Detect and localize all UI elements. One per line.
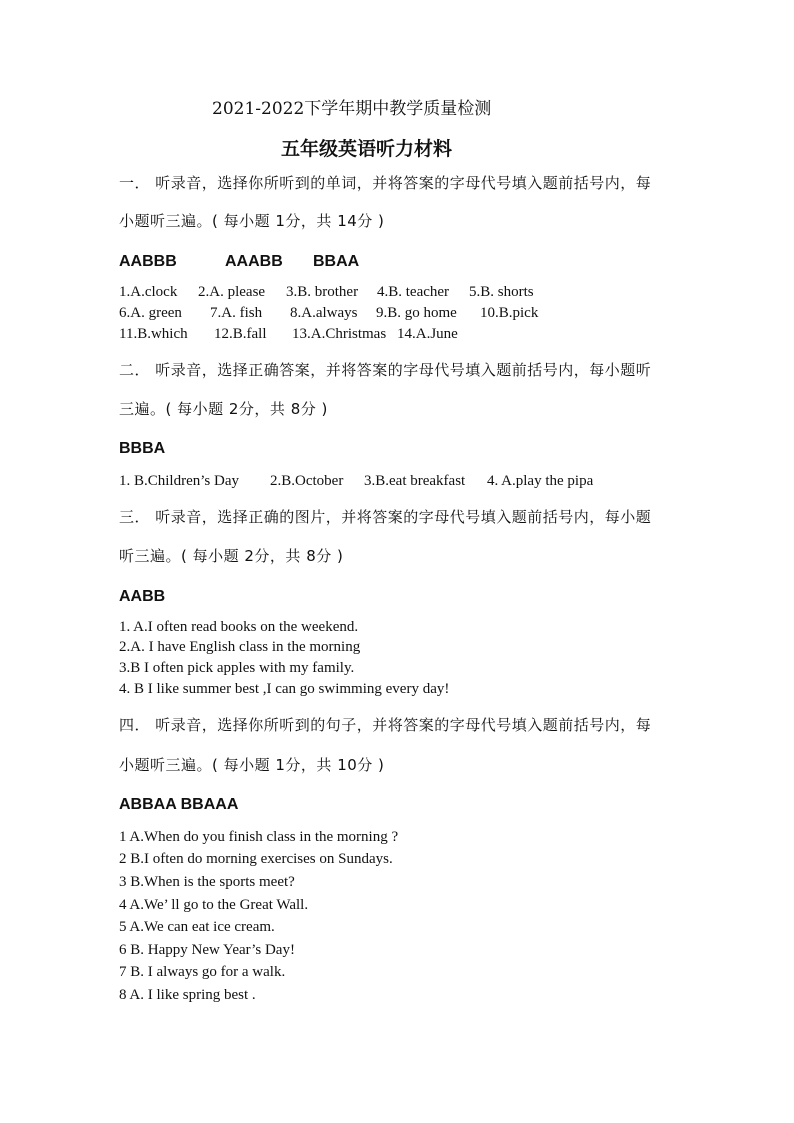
section1-item: 12.B.fall: [214, 326, 267, 342]
section1-item: 13.A.Christmas: [292, 326, 387, 342]
section1-instruction-line1: 一． 听录音，选择你所听到的单词，并将答案的字母代号填入题前括号内，每: [119, 174, 652, 192]
section4-instruction-line2: 小题听三遍。( 每小题 1分，共 10分 ): [119, 756, 385, 774]
page-subtitle: 五年级英语听力材料: [281, 138, 453, 160]
section4-line: 8 A. I like spring best .: [119, 987, 256, 1003]
section3-line: 2.A. I have English class in the morning: [119, 639, 361, 655]
section1-item: 4.B. teacher: [377, 284, 450, 300]
section3-line: 4. B I like summer best ,I can go swimming every day!: [119, 681, 450, 697]
section4-line: 6 B. Happy New Year’s Day!: [119, 942, 295, 958]
section1-item: 3.B. brother: [286, 284, 359, 300]
section4-answer: ABBAA BBAAA: [119, 796, 239, 813]
section3-line: 1. A.I often read books on the weekend.: [119, 619, 359, 635]
section2-instruction-line1: 二． 听录音，选择正确答案，并将答案的字母代号填入题前括号内，每小题听: [119, 361, 652, 379]
section1-item: 8.A.always: [290, 305, 358, 321]
section1-item: 5.B. shorts: [469, 284, 534, 300]
section2-item: 3.B.eat breakfast: [364, 473, 466, 489]
section3-answer: AABB: [119, 588, 166, 605]
section2-item: 4. A.play the pipa: [487, 473, 594, 489]
section1-item: 1.A.clock: [119, 284, 178, 300]
section1-item: 2.A. please: [198, 284, 266, 300]
section3-instruction-line1: 三． 听录音，选择正确的图片，并将答案的字母代号填入题前括号内，每小题: [119, 508, 652, 526]
section2-item: 2.B.October: [270, 473, 344, 489]
section3-line: 3.B I often pick apples with my family.: [119, 660, 355, 676]
section1-item: 9.B. go home: [376, 305, 457, 321]
section4-line: 4 A.We’ ll go to the Great Wall.: [119, 897, 309, 913]
section1-answer-group-1: AABBB: [119, 253, 177, 270]
section2-answer: BBBA: [119, 440, 166, 457]
section3-instruction-line2: 听三遍。( 每小题 2分，共 8分 ): [119, 547, 344, 565]
page-title: 2021-2022下学年期中教学质量检测: [212, 99, 492, 119]
section1-item: 11.B.which: [119, 326, 188, 342]
section4-line: 5 A.We can eat ice cream.: [119, 919, 275, 935]
section4-line: 1 A.When do you finish class in the morning ?: [119, 829, 399, 845]
section4-instruction-line1: 四． 听录音，选择你所听到的句子，并将答案的字母代号填入题前括号内，每: [119, 716, 652, 734]
section1-item: 10.B.pick: [480, 305, 539, 321]
section1-item: 7.A. fish: [210, 305, 263, 321]
section1-item: 6.A. green: [119, 305, 182, 321]
section4-line: 2 B.I often do morning exercises on Sundays.: [119, 851, 393, 867]
section1-instruction-line2: 小题听三遍。( 每小题 1分，共 14分 ): [119, 212, 385, 230]
section1-answer-group-2: AAABB: [225, 253, 283, 270]
section1-answer-group-3: BBAA: [313, 253, 360, 270]
section4-line: 3 B.When is the sports meet?: [119, 874, 295, 890]
section1-item: 14.A.June: [397, 326, 458, 342]
section4-line: 7 B. I always go for a walk.: [119, 964, 286, 980]
section2-instruction-line2: 三遍。( 每小题 2分，共 8分 ): [119, 400, 328, 418]
section2-item: 1. B.Children’s Day: [119, 473, 239, 489]
